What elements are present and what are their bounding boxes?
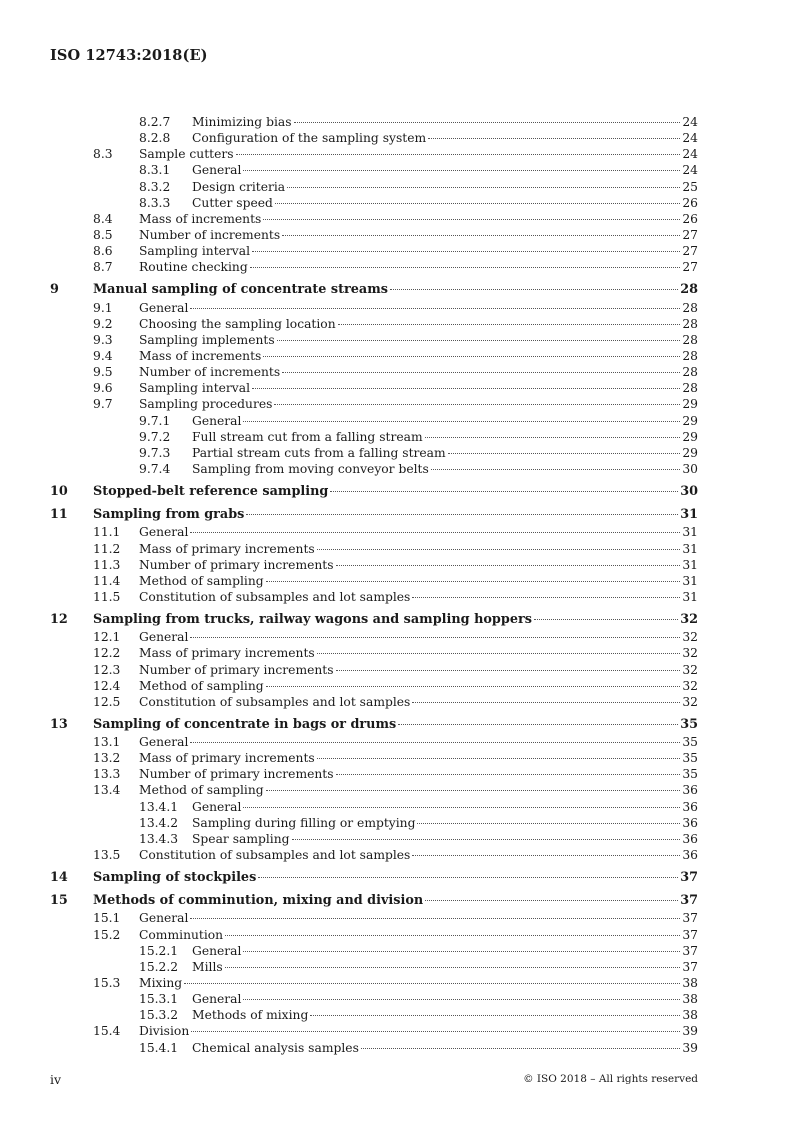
dot-leader [534, 619, 678, 620]
dot-leader [266, 790, 681, 791]
dot-leader [336, 774, 681, 775]
toc-entry-number: 9.5 [93, 365, 113, 380]
toc-entry-page: 31 [682, 557, 698, 572]
toc-entry-number: 9.7.4 [139, 461, 171, 476]
dot-leader [431, 469, 681, 470]
dot-leader [425, 900, 678, 901]
dot-leader [338, 324, 681, 325]
toc-entry-title: General [192, 943, 242, 958]
toc-entry-title: Partial stream cuts from a falling stream [192, 445, 446, 460]
toc-chapter-entry[interactable] [50, 507, 698, 523]
toc-entry-number: 8.5 [93, 227, 113, 242]
toc-entry[interactable] [50, 991, 698, 1007]
toc-entry-number: 8.6 [93, 244, 113, 259]
toc-entry-number: 14 [50, 870, 68, 886]
toc-entry-page: 28 [682, 365, 698, 380]
toc-entry-page: 35 [682, 751, 698, 766]
toc-entry-page: 39 [682, 1024, 698, 1039]
dot-leader [336, 670, 681, 671]
toc-entry-title: Number of increments [139, 365, 281, 380]
toc-entry-number: 12 [50, 612, 68, 628]
toc-entry-number: 12.2 [93, 646, 121, 661]
toc-entry-title: Constitution of subsamples and lot samples [139, 589, 411, 604]
dot-leader [282, 372, 680, 373]
toc-entry-title: Method of sampling [139, 783, 264, 798]
dot-leader [336, 565, 681, 566]
toc-entry-number: 8.3.1 [139, 163, 171, 178]
toc-entry-page: 31 [680, 507, 698, 523]
toc-entry-title: Spear sampling [192, 831, 290, 846]
toc-entry-number: 9.7.3 [139, 445, 171, 460]
table-of-contents [50, 114, 698, 1056]
toc-entry-page: 32 [680, 612, 698, 628]
toc-entry-page: 37 [682, 927, 698, 942]
dot-leader [428, 138, 680, 139]
toc-entry-number: 11.1 [93, 525, 121, 540]
toc-entry-number: 13.5 [93, 848, 121, 863]
toc-entry-page: 35 [680, 716, 698, 732]
toc-entry[interactable] [50, 815, 698, 831]
dot-leader [266, 686, 681, 687]
toc-entry[interactable] [50, 179, 698, 195]
toc-entry-page: 36 [682, 848, 698, 863]
toc-entry[interactable] [50, 959, 698, 975]
dot-leader [412, 855, 680, 856]
dot-leader [243, 999, 680, 1000]
toc-entry-page: 37 [682, 943, 698, 958]
toc-entry[interactable] [50, 300, 698, 316]
toc-entry-title: Mixing [139, 976, 183, 991]
toc-entry-page: 36 [682, 831, 698, 846]
toc-entry-title: Minimizing bias [192, 115, 292, 129]
dot-leader [243, 807, 680, 808]
toc-entry-page: 38 [682, 976, 698, 991]
toc-entry-title: Cutter speed [192, 195, 273, 210]
toc-entry-title: Sampling from trucks, railway wagons and sampling hoppers [93, 612, 532, 628]
dot-leader [263, 356, 680, 357]
dot-leader [287, 187, 680, 188]
toc-entry-number: 12.3 [93, 662, 121, 677]
toc-entry-number: 15.3.2 [139, 1008, 179, 1023]
toc-entry-title: Manual sampling of concentrate streams [93, 282, 388, 298]
toc-entry-title: Sampling procedures [139, 397, 273, 412]
toc-entry-page: 24 [682, 163, 698, 178]
toc-entry-title: Method of sampling [139, 678, 264, 693]
toc-entry-number: 13.1 [93, 735, 121, 750]
toc-entry[interactable] [50, 927, 698, 943]
toc-entry[interactable] [50, 243, 698, 259]
toc-entry-number: 13.2 [93, 751, 121, 766]
toc-entry-page: 25 [682, 179, 698, 194]
toc-entry[interactable] [50, 766, 698, 782]
toc-entry-title: Mass of increments [139, 211, 262, 226]
toc-entry-page: 30 [680, 484, 698, 500]
toc-entry-title: General [139, 735, 189, 750]
dot-leader [190, 637, 680, 638]
toc-entry-page: 35 [682, 735, 698, 750]
toc-entry-number: 13 [50, 716, 68, 732]
toc-entry-title: Mass of increments [139, 348, 262, 363]
toc-entry-number: 13.3 [93, 767, 121, 782]
dot-leader [190, 918, 680, 919]
toc-entry-page: 31 [682, 589, 698, 604]
toc-entry[interactable] [50, 364, 698, 380]
dot-leader [190, 742, 680, 743]
toc-entry[interactable] [50, 678, 698, 694]
toc-entry-page: 36 [682, 783, 698, 798]
toc-entry-page: 35 [682, 767, 698, 782]
toc-chapter-entry[interactable] [50, 893, 698, 909]
toc-entry[interactable] [50, 348, 698, 364]
toc-entry-page: 28 [682, 381, 698, 396]
toc-entry-number: 8.7 [93, 260, 113, 275]
dot-leader [398, 724, 678, 725]
toc-entry-number: 15.2 [93, 927, 121, 942]
toc-entry-page: 31 [682, 573, 698, 588]
toc-entry-page: 32 [682, 662, 698, 677]
toc-entry[interactable] [50, 316, 698, 332]
toc-entry-page: 37 [680, 870, 698, 886]
toc-entry-number: 8.4 [93, 211, 113, 226]
toc-entry-title: Sampling of concentrate in bags or drums [93, 716, 397, 732]
toc-entry[interactable] [50, 429, 698, 445]
toc-entry-number: 12.5 [93, 694, 121, 709]
toc-entry-title: Number of primary increments [139, 557, 334, 572]
dot-leader [390, 289, 678, 290]
toc-entry-page: 36 [682, 799, 698, 814]
toc-entry-title: Stopped-belt reference sampling [93, 484, 329, 500]
dot-leader [250, 267, 681, 268]
toc-entry-page: 31 [682, 541, 698, 556]
toc-entry[interactable] [50, 380, 698, 396]
toc-entry[interactable] [50, 227, 698, 243]
dot-leader [263, 219, 680, 220]
toc-entry-title: Choosing the sampling location [139, 316, 336, 331]
toc-entry-number: 13.4.1 [139, 799, 179, 814]
toc-entry-page: 32 [682, 678, 698, 693]
toc-entry[interactable] [50, 943, 698, 959]
toc-entry-title: Method of sampling [139, 573, 264, 588]
toc-entry-number: 9.4 [93, 348, 113, 363]
toc-entry-page: 38 [682, 992, 698, 1007]
toc-entry-number: 11 [50, 507, 68, 523]
toc-entry-title: General [192, 799, 242, 814]
toc-entry[interactable] [50, 195, 698, 211]
toc-entry-number: 9.3 [93, 332, 113, 347]
toc-entry-title: Constitution of subsamples and lot samples [139, 694, 411, 709]
toc-entry[interactable] [50, 413, 698, 429]
toc-entry-number: 12.4 [93, 678, 121, 693]
toc-entry-number: 9.7.2 [139, 429, 171, 444]
dot-leader [258, 877, 678, 878]
toc-entry-number: 11.2 [93, 541, 121, 556]
copyright-notice: © ISO 2018 – All rights reserved [523, 1073, 698, 1085]
dot-leader [412, 597, 680, 598]
toc-entry-title: Number of primary increments [139, 767, 334, 782]
toc-entry-page: 26 [682, 195, 698, 210]
toc-entry-title: Sampling interval [139, 381, 251, 396]
toc-entry[interactable] [50, 445, 698, 461]
toc-entry-number: 9.7.1 [139, 413, 171, 428]
toc-entry-title: Mass of primary increments [139, 541, 315, 556]
toc-entry-title: General [192, 992, 242, 1007]
toc-chapter-entry[interactable] [50, 870, 698, 886]
toc-chapter-entry[interactable] [50, 612, 698, 628]
page-number: iv [50, 1072, 62, 1087]
toc-entry[interactable] [50, 461, 698, 477]
toc-entry-number: 8.3 [93, 147, 113, 162]
toc-entry[interactable] [50, 573, 698, 589]
toc-entry-page: 24 [682, 115, 698, 129]
dot-leader [317, 758, 681, 759]
dot-leader [361, 1048, 680, 1049]
toc-entry-page: 37 [680, 893, 698, 909]
toc-entry-number: 9.6 [93, 381, 113, 396]
toc-entry-title: Sample cutters [139, 147, 234, 162]
toc-chapter-entry[interactable] [50, 282, 698, 298]
toc-entry[interactable] [50, 694, 698, 710]
toc-entry-title: Sampling during filling or emptying [192, 815, 416, 830]
toc-entry-title: General [139, 911, 189, 926]
toc-entry-title: General [192, 413, 242, 428]
toc-chapter-entry[interactable] [50, 717, 698, 733]
toc-entry-page: 27 [682, 260, 698, 275]
document-id: ISO 12743:2018(E) [50, 47, 208, 64]
toc-entry[interactable] [50, 975, 698, 991]
toc-entry-page: 28 [682, 348, 698, 363]
toc-entry-page: 39 [682, 1040, 698, 1055]
dot-leader [275, 203, 680, 204]
toc-entry-title: Sampling of stockpiles [93, 870, 257, 886]
dot-leader [246, 514, 678, 515]
toc-entry-page: 31 [682, 525, 698, 540]
toc-entry-number: 15.4 [93, 1024, 121, 1039]
dot-leader [252, 388, 680, 389]
toc-entry-number: 12.1 [93, 630, 121, 645]
toc-entry-number: 9.2 [93, 316, 113, 331]
toc-entry[interactable] [50, 750, 698, 766]
toc-entry-title: Full stream cut from a falling stream [192, 429, 423, 444]
toc-entry-title: Mills [192, 959, 223, 974]
toc-entry-page: 29 [682, 397, 698, 412]
toc-entry-page: 28 [682, 316, 698, 331]
toc-entry-number: 8.3.2 [139, 179, 171, 194]
toc-entry-number: 11.3 [93, 557, 121, 572]
toc-entry-page: 32 [682, 694, 698, 709]
dot-leader [252, 251, 680, 252]
toc-entry[interactable] [50, 146, 698, 162]
toc-entry-page: 28 [682, 332, 698, 347]
toc-entry[interactable] [50, 332, 698, 348]
toc-entry-page: 32 [682, 630, 698, 645]
toc-entry-page: 38 [682, 1008, 698, 1023]
toc-entry-number: 15.4.1 [139, 1040, 179, 1055]
toc-entry[interactable] [50, 782, 698, 798]
toc-entry-title: Sampling from moving conveyor belts [192, 461, 429, 476]
toc-entry[interactable] [50, 259, 698, 275]
toc-entry-title: Chemical analysis samples [192, 1040, 359, 1055]
toc-entry-title: Division [139, 1024, 190, 1039]
toc-entry-number: 11.4 [93, 573, 121, 588]
dot-leader [412, 702, 680, 703]
dot-leader [236, 154, 681, 155]
dot-leader [294, 122, 681, 123]
dot-leader [317, 549, 681, 550]
dot-leader [190, 308, 680, 309]
dot-leader [243, 170, 680, 171]
toc-entry-number: 15.1 [93, 911, 121, 926]
toc-entry[interactable] [50, 662, 698, 678]
toc-entry-number: 15 [50, 893, 68, 909]
toc-entry[interactable] [50, 734, 698, 750]
toc-entry-page: 28 [680, 282, 698, 298]
toc-entry-title: General [139, 300, 189, 315]
toc-entry-number: 15.3.1 [139, 992, 179, 1007]
toc-entry-title: Methods of mixing [192, 1008, 309, 1023]
dot-leader [330, 491, 678, 492]
dot-leader [243, 951, 680, 952]
toc-entry-number: 13.4.2 [139, 815, 179, 830]
toc-entry[interactable] [50, 130, 698, 146]
toc-entry[interactable] [50, 1040, 698, 1056]
toc-entry-page: 27 [682, 244, 698, 259]
toc-entry-page: 26 [682, 211, 698, 226]
toc-entry[interactable] [50, 114, 698, 130]
toc-entry[interactable] [50, 645, 698, 661]
toc-entry-title: Mass of primary increments [139, 751, 315, 766]
dot-leader [190, 532, 680, 533]
toc-entry[interactable] [50, 589, 698, 605]
toc-entry-title: General [192, 163, 242, 178]
toc-entry-page: 24 [682, 131, 698, 146]
toc-entry-title: Methods of comminution, mixing and division [93, 893, 424, 909]
toc-entry-number: 8.3.3 [139, 195, 171, 210]
toc-entry-page: 30 [682, 461, 698, 476]
toc-entry-number: 15.2.2 [139, 959, 179, 974]
toc-entry[interactable] [50, 629, 698, 645]
toc-entry[interactable] [50, 831, 698, 847]
dot-leader [191, 1031, 680, 1032]
dot-leader [266, 581, 681, 582]
toc-entry-title: General [139, 630, 189, 645]
toc-entry-number: 15.3 [93, 976, 121, 991]
toc-entry-title: Number of increments [139, 227, 281, 242]
toc-entry-page: 27 [682, 227, 698, 242]
toc-entry-title: Routine checking [139, 260, 248, 275]
toc-entry-number: 13.4.3 [139, 831, 179, 846]
toc-entry-number: 8.2.8 [139, 131, 171, 146]
toc-entry-number: 15.2.1 [139, 943, 179, 958]
dot-leader [317, 653, 681, 654]
toc-entry[interactable] [50, 910, 698, 926]
toc-entry-page: 29 [682, 445, 698, 460]
toc-entry[interactable] [50, 162, 698, 178]
dot-leader [310, 1015, 680, 1016]
toc-entry[interactable] [50, 396, 698, 412]
toc-entry-title: Sampling from grabs [93, 507, 245, 523]
toc-entry[interactable] [50, 524, 698, 540]
toc-entry[interactable] [50, 799, 698, 815]
toc-entry-page: 29 [682, 413, 698, 428]
dot-leader [225, 967, 681, 968]
dot-leader [277, 340, 681, 341]
dot-leader [243, 421, 680, 422]
toc-entry-title: Comminution [139, 927, 224, 942]
toc-entry[interactable] [50, 847, 698, 863]
toc-entry-page: 37 [682, 959, 698, 974]
toc-entry-number: 11.5 [93, 589, 121, 604]
toc-chapter-entry[interactable] [50, 484, 698, 500]
toc-entry-title: Number of primary increments [139, 662, 334, 677]
toc-entry-page: 29 [682, 429, 698, 444]
dot-leader [425, 437, 681, 438]
toc-entry-page: 36 [682, 815, 698, 830]
toc-entry-page: 28 [682, 300, 698, 315]
toc-entry[interactable] [50, 541, 698, 557]
toc-entry-title: Configuration of the sampling system [192, 131, 427, 146]
toc-entry[interactable] [50, 557, 698, 573]
toc-entry-title: General [139, 525, 189, 540]
dot-leader [417, 823, 680, 824]
dot-leader [225, 935, 680, 936]
toc-entry-title: Sampling implements [139, 332, 275, 347]
dot-leader [282, 235, 680, 236]
toc-entry-number: 9.7 [93, 397, 113, 412]
toc-entry-title: Design criteria [192, 179, 286, 194]
toc-entry[interactable] [50, 1007, 698, 1023]
dot-leader [274, 404, 680, 405]
toc-entry[interactable] [50, 211, 698, 227]
toc-entry-title: Mass of primary increments [139, 646, 315, 661]
toc-entry-number: 13.4 [93, 783, 121, 798]
toc-entry-title: Constitution of subsamples and lot samples [139, 848, 411, 863]
toc-entry-page: 32 [682, 646, 698, 661]
toc-entry-number: 10 [50, 484, 68, 500]
dot-leader [448, 453, 681, 454]
toc-entry-title: Sampling interval [139, 244, 251, 259]
toc-entry-page: 37 [682, 911, 698, 926]
dot-leader [184, 983, 680, 984]
toc-entry-number: 9.1 [93, 300, 113, 315]
dot-leader [292, 839, 681, 840]
toc-entry-number: 8.2.7 [139, 115, 171, 129]
toc-entry[interactable] [50, 1023, 698, 1039]
toc-entry-number: 9 [50, 282, 59, 298]
toc-entry-page: 24 [682, 147, 698, 162]
